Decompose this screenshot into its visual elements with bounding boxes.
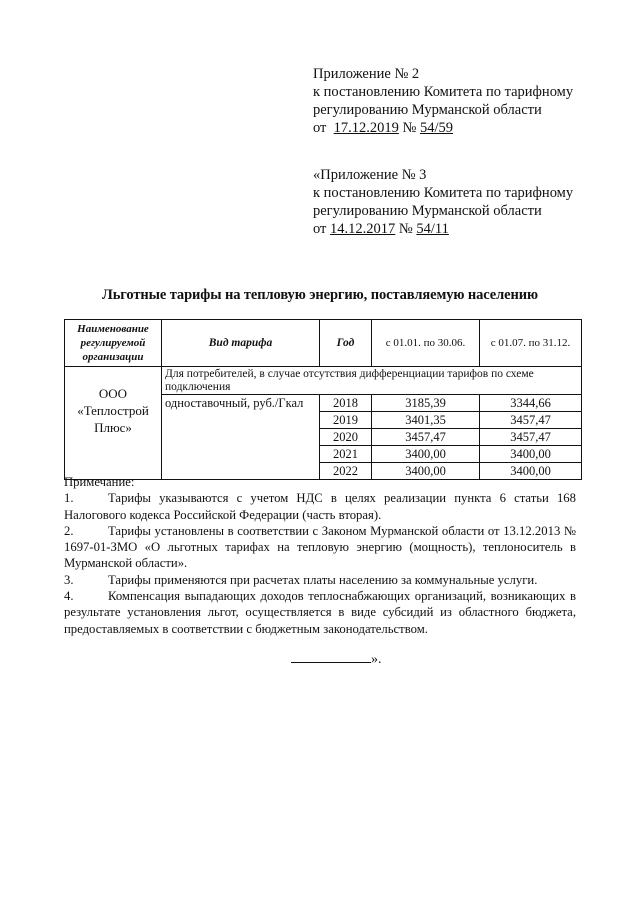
header-organization: Наименование регулируемой организации xyxy=(65,320,162,367)
notes-heading: Примечание: xyxy=(64,475,135,489)
period-1-value: 3401,35 xyxy=(372,412,480,429)
note-text: Тарифы указываются с учетом НДС в целях реализации пункта 6 статьи 168 Налогового кодекса Российской Федерации (часть вторая). xyxy=(64,491,576,522)
appendix-3-line1: «Приложение № 3 xyxy=(313,167,427,183)
notes-section xyxy=(64,474,576,637)
note-number: 4. xyxy=(64,589,74,604)
table-header-row xyxy=(65,320,582,367)
header-period-1: с 01.01. по 30.06. xyxy=(372,320,480,367)
appendix-2-line2: к постановлению Комитета по тарифному xyxy=(313,84,574,100)
appendix-2-date: 17.12.2019 xyxy=(333,120,399,136)
appendix-2-line1: Приложение № 2 xyxy=(313,66,420,82)
note-number: 1. xyxy=(64,491,74,506)
appendix-3-date: 14.12.2017 xyxy=(330,221,396,237)
note-item xyxy=(64,572,576,588)
note-item xyxy=(64,523,576,572)
appendix-2-number-prefix: № xyxy=(402,120,417,136)
year-cell: 2020 xyxy=(320,429,372,446)
period-2-value: 3400,00 xyxy=(480,446,582,463)
closing-underline xyxy=(291,650,371,663)
organization-cell: ООО «Теплострой Плюс» xyxy=(65,367,162,480)
period-1-value: 3185,39 xyxy=(372,395,480,412)
note-number: 3. xyxy=(64,572,74,587)
header-tariff-type: Вид тарифа xyxy=(162,320,320,367)
period-2-value: 3400,00 xyxy=(480,463,582,480)
appendix-3-number-prefix: № xyxy=(398,221,413,237)
period-1-value: 3400,00 xyxy=(372,446,480,463)
year-cell: 2022 xyxy=(320,463,372,480)
appendix-3-line3: регулированию Мурманской области xyxy=(313,203,542,219)
note-text: Компенсация выпадающих доходов теплоснабжающих организаций, возникающих в результате установления льгот, осуществляется в виде субсидий из областного бюджета, предоставляемых в соответствии с бюджетным законодательством. xyxy=(64,589,576,636)
appendix-3-number: 54/11 xyxy=(416,221,449,237)
note-item xyxy=(64,490,576,523)
appendix-3-line2: к постановлению Комитета по тарифному xyxy=(313,185,574,201)
header-year: Год xyxy=(320,320,372,367)
tariff-table xyxy=(64,319,582,480)
closing-line xyxy=(291,650,382,668)
closing-quote: ». xyxy=(371,652,382,667)
note-text: Тарифы установлены в соответствии с Законом Мурманской области от 13.12.2013 № 1697-01-ЗМО «О льготных тарифах на тепловую энергию (мощность), теплоноситель в Мурманской области». xyxy=(64,523,576,571)
consumer-note-cell: Для потребителей, в случае отсутствия дифференциации тарифов по схеме подключения xyxy=(162,367,582,395)
note-item xyxy=(64,588,576,637)
tariff-type-cell: одноставочный, руб./Гкал xyxy=(162,395,320,480)
note-number: 2. xyxy=(64,523,74,538)
year-cell: 2019 xyxy=(320,412,372,429)
appendix-3-header xyxy=(313,166,573,238)
period-2-value: 3344,66 xyxy=(480,395,582,412)
period-1-value: 3457,47 xyxy=(372,429,480,446)
period-1-value: 3400,00 xyxy=(372,463,480,480)
period-2-value: 3457,47 xyxy=(480,412,582,429)
year-cell: 2021 xyxy=(320,446,372,463)
appendix-3-date-prefix: от xyxy=(313,221,327,237)
period-2-value: 3457,47 xyxy=(480,429,582,446)
year-cell: 2018 xyxy=(320,395,372,412)
appendix-3-date-line xyxy=(313,220,573,238)
appendix-2-header xyxy=(313,65,573,137)
appendix-2-number: 54/59 xyxy=(420,120,454,136)
document-title: Льготные тарифы на тепловую энергию, поставляемую населению xyxy=(102,287,538,303)
appendix-2-line3: регулированию Мурманской области xyxy=(313,102,542,118)
table-note-row xyxy=(65,367,582,395)
note-text: Тарифы применяются при расчетах платы населению за коммунальные услуги. xyxy=(108,572,538,587)
appendix-2-date-prefix: от xyxy=(313,120,327,136)
header-period-2: с 01.07. по 31.12. xyxy=(480,320,582,367)
appendix-2-date-line xyxy=(313,119,573,137)
